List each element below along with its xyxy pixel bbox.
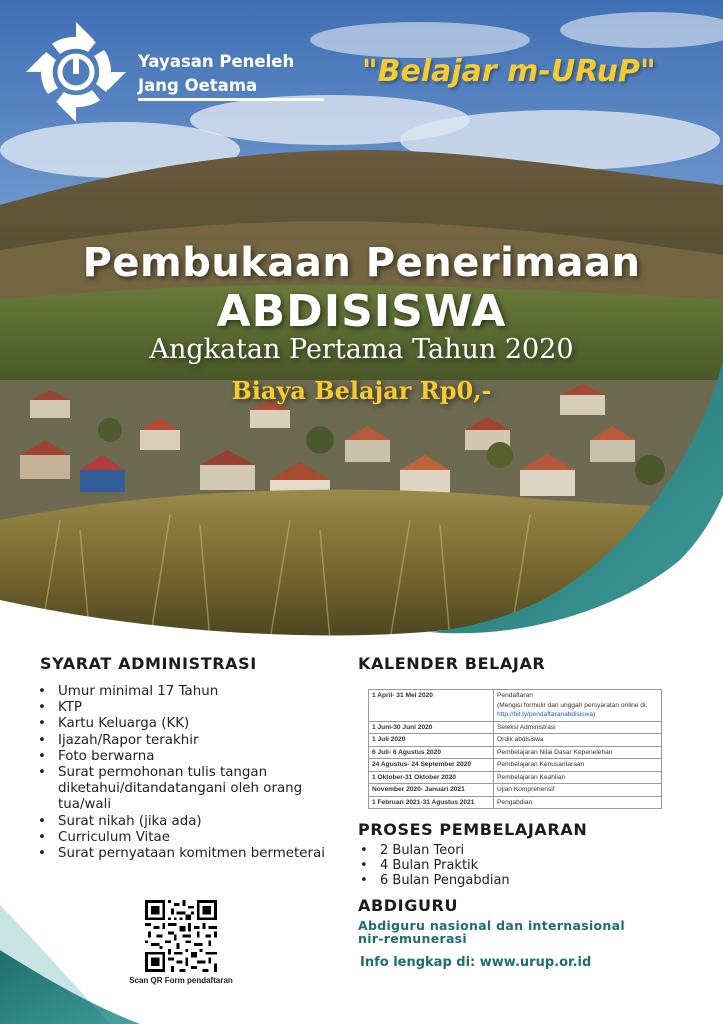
abdiguru-title: ABDIGURU — [358, 896, 459, 915]
table-cell-date: 1 Oktober-31 Oktober 2020 — [369, 771, 494, 784]
registration-link[interactable]: http://bit.ly/pendaftaranabdisiswa — [497, 711, 594, 718]
table-cell-date: 1 Juli 2020 — [369, 734, 494, 747]
list-item: • Ijazah/Rapor terakhir — [38, 733, 343, 749]
table-cell-activity: Ordik abdisiswa — [494, 734, 662, 747]
syarat-list — [38, 684, 343, 862]
list-item: • Umur minimal 17 Tahun — [38, 684, 343, 700]
table-cell-activity: Pembelajaran Nilai Dasar Kepenelehan — [494, 746, 662, 759]
list-item: • Kartu Keluarga (KK) — [38, 716, 343, 732]
table-row — [369, 771, 662, 784]
abdiguru-line2: nir-remunerasi — [358, 931, 468, 946]
table-row — [369, 690, 662, 722]
table-cell-activity: Ujian Komprehensif — [494, 784, 662, 797]
proses-list — [360, 843, 510, 888]
headline-opening: Pembukaan Penerimaan — [82, 240, 641, 286]
qr-caption: Scan QR Form pendaftaran — [129, 976, 233, 985]
list-item: • KTP — [38, 700, 343, 716]
list-item: • Surat nikah (jika ada) — [38, 814, 343, 830]
kalender-table — [368, 689, 662, 809]
qr-code-icon[interactable] — [145, 900, 217, 972]
activity-note: (Mengisi formulir dan unggah persyaratan online di: — [497, 701, 648, 709]
list-item: • Curriculum Vitae — [38, 830, 343, 846]
abdiguru-description — [358, 919, 625, 945]
table-cell-date: November 2020- Januari 2021 — [369, 784, 494, 797]
table-cell-activity: Pengabdian — [494, 796, 662, 809]
headline-tuition-fee: Biaya Belajar Rp0,- — [231, 376, 492, 405]
tagline: "Belajar m-URuP" — [362, 54, 656, 89]
table-cell-activity: Pembelajaran Kenusantaraan — [494, 759, 662, 772]
table-row — [369, 759, 662, 772]
org-name-line2: Jang Oetama — [138, 76, 258, 95]
table-row — [369, 746, 662, 759]
table-row — [369, 784, 662, 797]
list-item: • Surat permohonan tulis tangan diketahui/ditandatangani oleh orang tua/wali — [38, 765, 343, 814]
table-cell-date: 1 Juni-30 Juni 2020 — [369, 721, 494, 734]
table-cell-date: 24 Agustus- 24 September 2020 — [369, 759, 494, 772]
headline-batch-year: Angkatan Pertama Tahun 2020 — [149, 334, 574, 365]
syarat-title: SYARAT ADMINISTRASI — [40, 654, 257, 673]
activity-text: Pendaftaran — [497, 692, 533, 699]
table-row — [369, 796, 662, 809]
list-item: • 4 Bulan Praktik — [360, 858, 510, 873]
table-row — [369, 721, 662, 734]
table-cell-activity: Pembelajaran Keahlian — [494, 771, 662, 784]
info-website[interactable]: Info lengkap di: www.urup.or.id — [360, 955, 592, 970]
list-item: • Foto berwarna — [38, 749, 343, 765]
abdiguru-line1: Abdiguru nasional dan internasional — [358, 918, 625, 933]
kalender-title: KALENDER BELAJAR — [358, 654, 546, 673]
org-name-line1: Yayasan Peneleh — [138, 52, 295, 71]
list-item: • Surat pernyataan komitmen bermeterai — [38, 846, 343, 862]
proses-title: PROSES PEMBELAJARAN — [358, 820, 588, 839]
table-cell-date: 1 April- 31 Mei 2020 — [369, 690, 494, 722]
activity-note-end: ) — [593, 711, 596, 718]
table-row — [369, 734, 662, 747]
table-cell-activity — [494, 690, 662, 722]
list-item: • 6 Bulan Pengabdian — [360, 873, 510, 888]
table-cell-date: 6 Juli- 6 Agustus 2020 — [369, 746, 494, 759]
table-cell-date: 1 Februari 2021-31 Agustus 2021 — [369, 796, 494, 809]
table-cell-activity: Seleksi Administrasi — [494, 721, 662, 734]
list-item: • 2 Bulan Teori — [360, 843, 510, 858]
headline-abdisiswa: ABDISISWA — [216, 286, 507, 337]
